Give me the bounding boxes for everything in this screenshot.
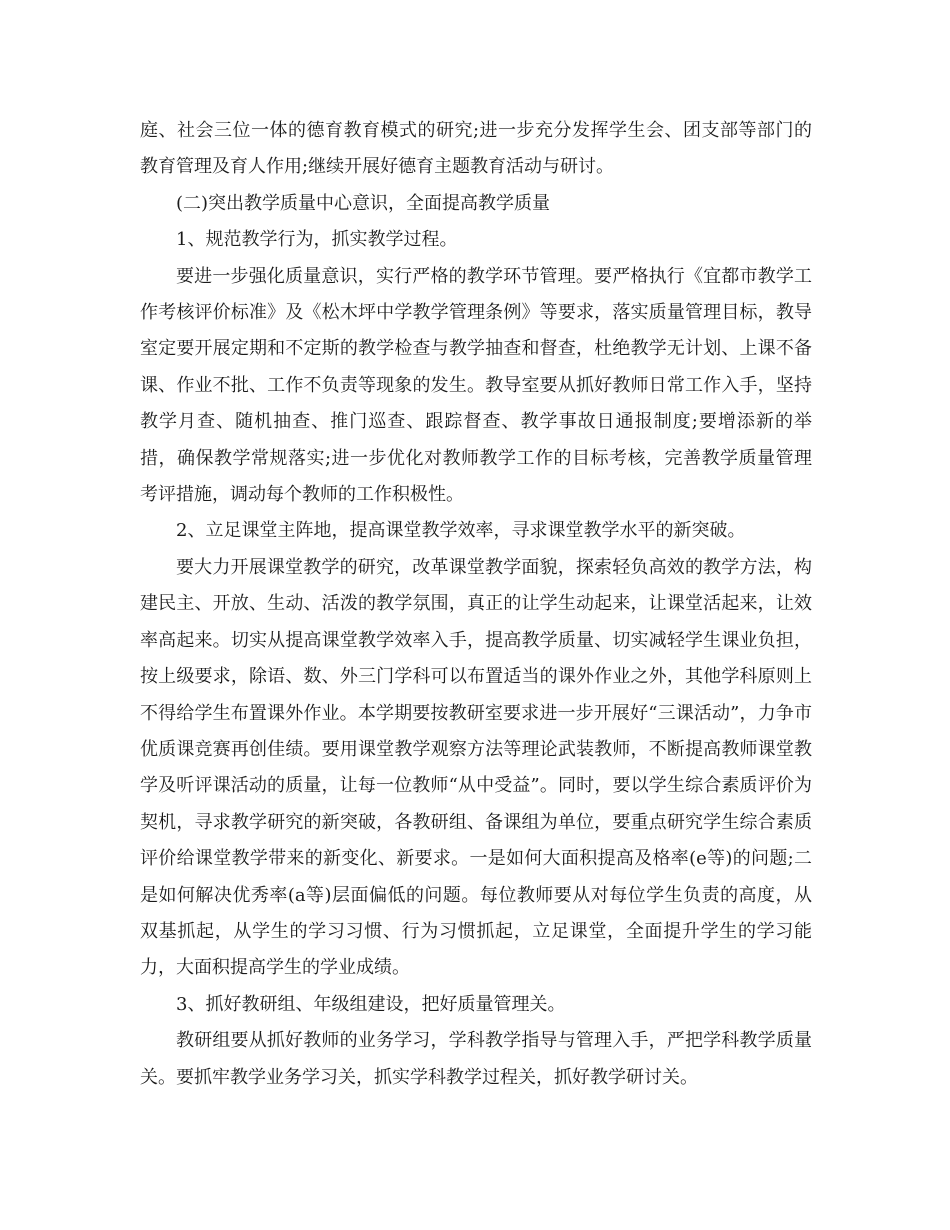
- paragraph: 庭、社会三位一体的德育教育模式的研究;进一步充分发挥学生会、团支部等部门的教育管理及育人作用;继续开展好德育主题教育活动与研讨。: [140, 120, 812, 178]
- section-heading: (二)突出教学质量中心意识，全面提高教学质量: [176, 192, 551, 214]
- subsection-heading: 3、抓好教研组、年级组建设，把好质量管理关。: [176, 993, 566, 1015]
- subsection-heading: 1、规范教学行为，抓实教学过程。: [176, 229, 458, 251]
- paragraph: 要进一步强化质量意识，实行严格的教学环节管理。要严格执行《宜都市教学工作考核评价标准》及《松木坪中学教学管理条例》等要求，落实质量管理目标，教导室定要开展定期和不定斯的教学检查与教学抽查和督查，杜绝教学无计划、上课不备课、作业不批、工作不负责等现象的发生。教导室要从抓好教师日常工作入手，坚持教学月查、随机抽查、推门巡查、跟踪督查、教学事故日通报制度;要增添新的举措，确保教学常规落实;进一步优化对教师教学工作的目标考核，完善教学质量管理考评措施，调动每个教师的工作积极性。: [140, 265, 812, 506]
- subsection-heading: 2、立足课堂主阵地，提高课堂教学效率，寻求课堂教学水平的新突破。: [176, 520, 746, 542]
- paragraph: 教研组要从抓好教师的业务学习，学科教学指导与管理入手，严把学科教学质量关。要抓牢教学业务学习关，抓实学科教学过程关，抓好教学研讨关。: [140, 1030, 812, 1088]
- paragraph: 要大力开展课堂教学的研究，改革课堂教学面貌，探索轻负高效的教学方法，构建民主、开放、生动、活泼的教学氛围，真正的让学生动起来，让课堂活起来，让效率高起来。切实从提高课堂教学效率入手，提高教学质量、切实减轻学生课业负担，按上级要求，除语、数、外三门学科可以布置适当的课外作业之外，其他学科原则上不得给学生布置课外作业。本学期要按教研室要求进一步开展好“三课活动”，力争市优质课竞赛再创佳绩。要用课堂教学观察方法等理论武装教师，不断提高教师课堂教学及听评课活动的质量，让每一位教师“从中受益”。同时，要以学生综合素质评价为契机，寻求教学研究的新突破，各教研组、备课组为单位，要重点研究学生综合素质评价给课堂教学带来的新变化、新要求。一是如何大面积提高及格率(e等)的问题;二是如何解决优秀率(a等)层面偏低的问题。每位教师要从对每位学生负责的高度，从双基抓起，从学生的学习习惯、行为习惯抓起，立足课堂，全面提升学生的学习能力，大面积提高学生的学业成绩。: [140, 556, 812, 979]
- document-body: [140, 113, 812, 1096]
